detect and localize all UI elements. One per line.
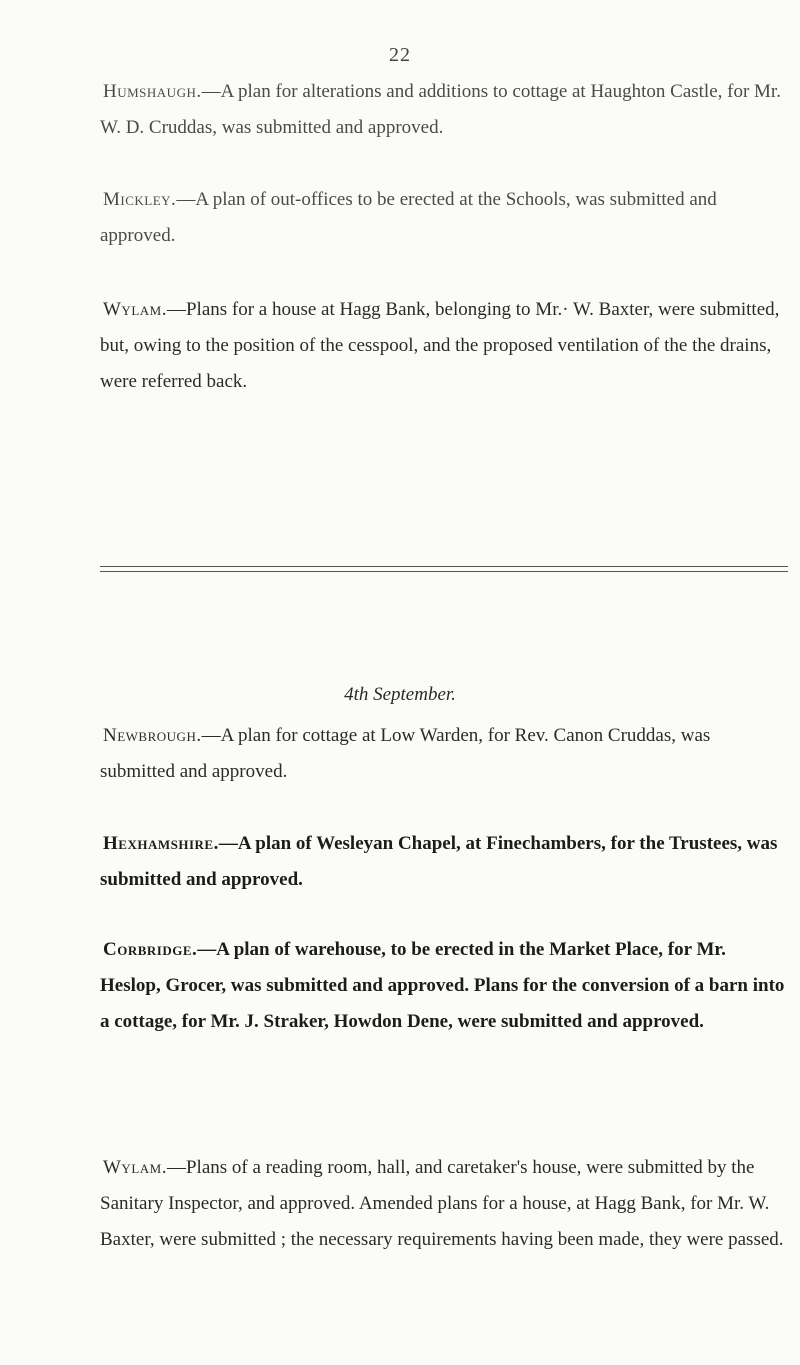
entry-text: —Plans of a reading room, hall, and caretaker's house, were submitted by the Sanitary Inspector, and approved. Amended plans for a house, at Hagg Bank, for Mr. W. Baxter, were submitted ; the necessary requirements having been made, they were passed.: [100, 1157, 784, 1250]
entry-text: —Plans for a house at Hagg Bank, belonging to Mr.· W. Baxter, were submitted, but, owing to the position of the cesspool, and the proposed ventilation of the the drains, were referred back.: [100, 299, 780, 392]
entry-text: —A plan for cottage at Low Warden, for Rev. Canon Cruddas, was submitted and approved.: [100, 725, 711, 782]
entry-wylam-2: [100, 1150, 788, 1258]
section-heading: 4th September.: [344, 684, 456, 705]
entry-newbrough: [100, 718, 788, 790]
entry-text: —A plan of warehouse, to be erected in the Market Place, for Mr. Heslop, Grocer, was submitted and approved. Plans for the conversion of a barn into a cottage, for Mr. J. Straker, Howdon Dene, were submitted and approved.: [100, 939, 785, 1032]
entry-text: —A plan of Wesleyan Chapel, at Finechambers, for the Trustees, was submitted and approved.: [100, 833, 778, 890]
entry-text: —A plan of out-offices to be erected at the Schools, was submitted and approved.: [100, 189, 717, 246]
entry-heading: Hexhamshire.: [103, 833, 219, 854]
entry-text: —A plan for alterations and additions to cottage at Haughton Castle, for Mr. W. D. Cruddas, was submitted and approved.: [100, 81, 781, 138]
entry-heading: Wylam.: [103, 299, 167, 320]
entry-corbridge: [100, 932, 788, 1040]
entry-heading: Wylam.: [103, 1157, 167, 1178]
double-rule-bottom: [100, 571, 788, 572]
entry-heading: Corbridge.: [103, 939, 198, 960]
entry-heading: Newbrough.: [103, 725, 202, 746]
entry-humshaugh: [100, 74, 788, 146]
entry-heading: Humshaugh.: [103, 81, 202, 102]
double-rule-top: [100, 566, 788, 567]
entry-hexhamshire: [100, 826, 788, 898]
page-number: 22: [389, 44, 411, 66]
entry-heading: Mickley.: [103, 189, 177, 210]
entry-wylam-1: [100, 292, 788, 400]
entry-mickley: [100, 182, 788, 254]
